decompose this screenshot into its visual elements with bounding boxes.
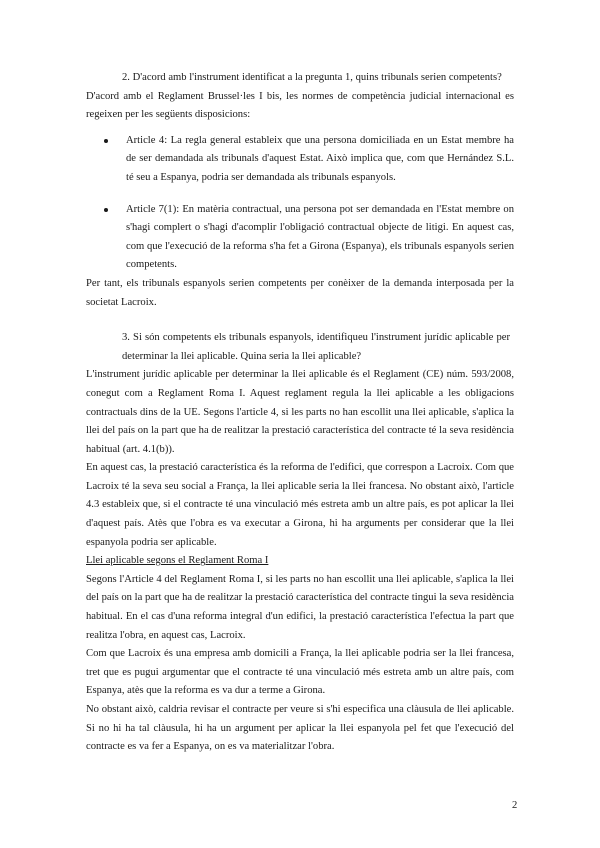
page-number: 2 bbox=[512, 800, 518, 811]
q2-conclusion-paragraph: Per tant, els tribunals espanyols serien competents per conèixer de la demanda interposada per la societat Lacroix. bbox=[86, 277, 514, 308]
question-2: 2. D'acord amb l'instrument identificat a la pregunta 1, quins tribunals serien competents? bbox=[122, 72, 502, 83]
q3-paragraph: Com que Lacroix és una empresa amb domicili a França, la llei aplicable podria ser la llei francesa, tret que es pugui argumentar que el contracte té una vinculació més estreta amb un altre país, com Espanya, atès que la reforma es va dur a terme a Girona. bbox=[86, 648, 514, 697]
list-item bbox=[86, 201, 514, 275]
page-content bbox=[86, 69, 514, 757]
q3-paragraph: No obstant això, caldria revisar el contracte per veure si s'hi especifica una clàusula de llei aplicable. Si no hi ha tal clàusula, hi ha un argument per aplicar la llei espanyola pel fet que l'execució del contracte es va fer a Espanya, on es va materialitzar l'obra. bbox=[86, 704, 514, 753]
bullet-icon bbox=[104, 139, 108, 143]
provisions-list bbox=[86, 132, 514, 275]
q3-paragraph: En aquest cas, la prestació característica és la reforma de l'edifici, que correspon a Lacroix. Com que Lacroix té la seva seu social a França, la llei aplicable seria la llei francesa. No obstant això, l'article 4.3 estableix que, si el contracte té una vinculació més estreta amb un altre país, es pot aplicar la llei d'aquest país. Atès que l'obra es va executar a Girona, hi ha arguments per considerar que la llei espanyola podria ser aplicable. bbox=[86, 462, 514, 548]
list-item-text: Article 7(1): En matèria contractual, una persona pot ser demandada en l'Estat membre on s'hagi complert o s'hagi d'acomplir l'obligació contractual objecte de litigi. En aquest cas, com que l'execució de la reforma s'ha fet a Girona (Espanya), els tribunals espanyols serien competents. bbox=[126, 203, 514, 271]
question-3: 3. Si són competents els tribunals espanyols, identifiqueu l'instrument jurídic aplicable per determinar la llei aplicable. Quina seria la llei aplicable? bbox=[122, 332, 510, 362]
q3-paragraph: L'instrument jurídic aplicable per determinar la llei aplicable és el Reglament (CE) núm. 593/2008, conegut com a Reglament Roma I. Aquest reglament regula la llei aplicable a les obligacions contractuals dins de la UE. Segons l'article 4, si les parts no han escollit una llei aplicable, s'aplica la llei del país on la part que ha de realitzar la prestació característica del contracte té la seva residència habitual (art. 4.1(b)). bbox=[86, 369, 514, 455]
list-item bbox=[86, 132, 514, 188]
bullet-icon bbox=[104, 208, 108, 212]
section-subheading: Llei aplicable segons el Reglament Roma I bbox=[86, 555, 269, 567]
q2-intro-paragraph: D'acord amb el Reglament Brussel·les I bis, les normes de competència judicial internacional es regeixen per les següents disposicions: bbox=[86, 90, 514, 121]
q3-paragraph: Segons l'Article 4 del Reglament Roma I, si les parts no han escollit una llei aplicable, s'aplica la llei del país on la part que ha de realitzar la prestació característica del contracte tingui la seva residència habitual. En el cas d'una reforma integral d'un edifici, la prestació característica l'efectua la part que realitza l'obra, en aquest cas, Lacroix. bbox=[86, 573, 514, 641]
list-item-text: Article 4: La regla general estableix que una persona domiciliada en un Estat membre ha de ser demandada als tribunals d'aquest Estat. Això implica que, com que Hernández S.L. té seu a Espanya, podria ser demandada als tribunals espanyols. bbox=[126, 134, 514, 183]
